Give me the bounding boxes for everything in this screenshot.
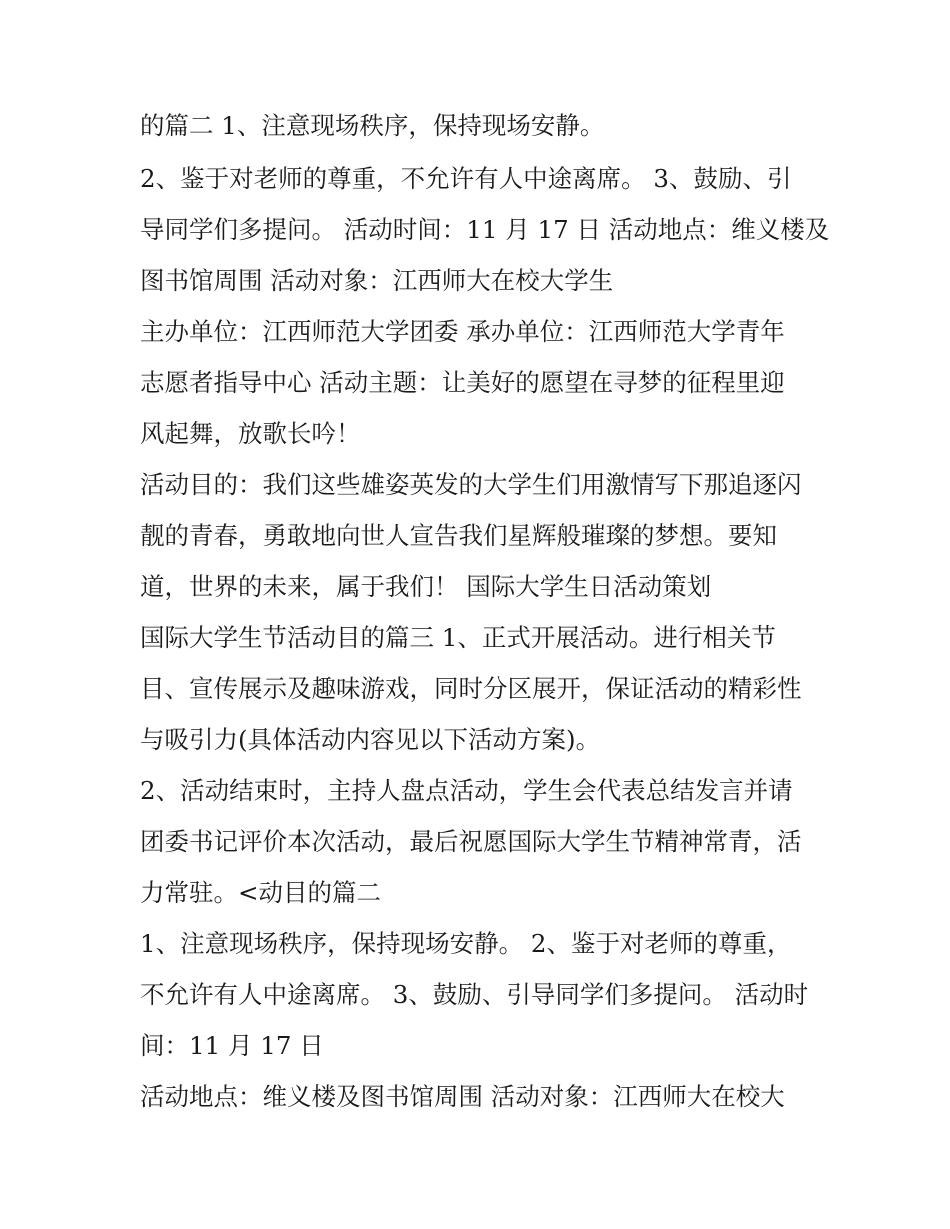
text-line: 道，世界的未来，属于我们！ 国际大学生日活动策划 — [140, 572, 712, 601]
text-line: 国际大学生节活动目的篇三 1、正式开展活动。进行相关节 — [140, 623, 776, 652]
text-line: 团委书记评价本次活动，最后祝愿国际大学生节精神常青，活 — [140, 827, 802, 856]
text-line: 的篇二 1、注意现场秩序，保持现场安静。 — [140, 111, 605, 140]
text-line: 2、活动结束时，主持人盘点活动，学生会代表总结发言并请 — [140, 776, 793, 805]
text-line: 图书馆周围 活动对象：江西师大在校大学生 — [140, 266, 614, 295]
text-line: 力常驻。<动目的篇二 — [140, 878, 382, 907]
text-line: 1、注意现场秩序，保持现场安静。 2、鉴于对老师的尊重， — [140, 929, 792, 958]
text-line: 主办单位：江西师范大学团委 承办单位：江西师范大学青年 — [140, 317, 785, 346]
text-line: 风起舞，放歌长吟！ — [140, 419, 361, 448]
text-line: 与吸引力(具体活动内容见以下活动方案)。 — [140, 725, 601, 754]
text-line: 不允许有人中途离席。 3、鼓励、引导同学们多提问。 活动时 — [140, 980, 809, 1009]
text-line: 目、宣传展示及趣味游戏，同时分区展开，保证活动的精彩性 — [140, 674, 802, 703]
text-line: 志愿者指导中心 活动主题：让美好的愿望在寻梦的征程里迎 — [140, 368, 785, 397]
text-line: 活动目的：我们这些雄姿英发的大学生们用激情写下那追逐闪 — [140, 470, 802, 499]
text-line: 靓的青春，勇敢地向世人宣告我们星辉般璀璨的梦想。要知 — [140, 521, 777, 550]
text-line: 导同学们多提问。 活动时间：11 月 17 日 活动地点：维义楼及 — [140, 215, 830, 244]
text-line: 活动地点：维义楼及图书馆周围 活动对象：江西师大在校大 — [140, 1082, 785, 1111]
text-line: 2、鉴于对老师的尊重，不允许有人中途离席。 3、鼓励、引 — [140, 164, 792, 193]
text-line: 间：11 月 17 日 — [140, 1031, 324, 1060]
